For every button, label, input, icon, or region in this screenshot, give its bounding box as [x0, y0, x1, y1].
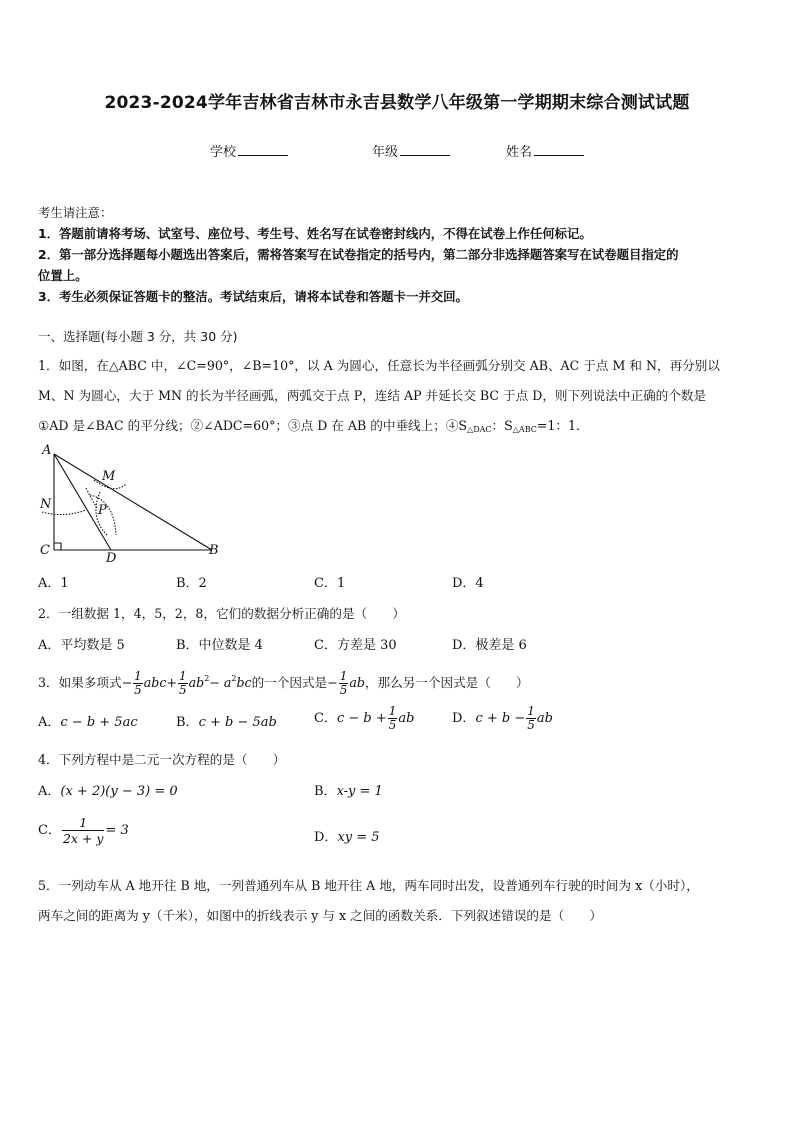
- q2-stem: 2．一组数据 1，4，5，2，8，它们的数据分析正确的是（ ）: [38, 606, 405, 621]
- q4-option-b[interactable]: B．x-y = 1: [314, 784, 383, 799]
- name-label: 姓名: [506, 145, 533, 160]
- notice-item: 2．第一部分选择题每小题选出答案后，需将答案写在试卷指定的括号内，第二部分非选择题答案写在试卷题目指定的: [38, 247, 679, 262]
- q4-option-c[interactable]: C． $\frac{1}{2x + y}$ = 3: [38, 815, 129, 846]
- notice-heading: 考生请注意：: [38, 205, 113, 220]
- q1-line1: 1．如图，在△ABC 中，∠C=90°，∠B=10°，以 A 为圆心，任意长为半径画弧分别交 AB、AC 于点 M 和 N，再分别以: [38, 358, 720, 373]
- label-M: M: [102, 469, 116, 484]
- q3-option-a[interactable]: A．c − b + 5ac: [38, 715, 138, 730]
- label-A: A: [42, 443, 52, 458]
- grade-blank: [400, 143, 450, 156]
- notice-item: 位置上。: [38, 268, 88, 283]
- q5-line2: 两车之间的距离为 y（千米），如图中的折线表示 y 与 x 之间的函数关系．下列叙述错误的是（ ）: [38, 908, 602, 923]
- grade-field: [372, 141, 450, 160]
- page-title: 2023-2024学年吉林省吉林市永吉县数学八年级第一学期期末综合测试试题: [104, 93, 690, 113]
- school-field: [210, 141, 288, 160]
- school-blank: [238, 143, 288, 156]
- label-P: P: [98, 503, 107, 518]
- label-B: B: [209, 543, 219, 558]
- q3-option-c[interactable]: C．c − b + $\frac{1}{5}$ ab: [314, 704, 415, 732]
- notice-item: 1．答题前请将考场、试室号、座位号、考生号、姓名写在试卷密封线内，不得在试卷上作任何标记。: [38, 226, 592, 241]
- q4-stem: 4．下列方程中是二元一次方程的是（ ）: [38, 752, 286, 767]
- name-field: [506, 141, 584, 160]
- grade-label: 年级: [372, 145, 399, 160]
- school-label: 学校: [210, 145, 237, 160]
- q1-option-d[interactable]: D．4: [452, 576, 484, 591]
- label-N: N: [40, 497, 52, 512]
- q2-option-c[interactable]: C．方差是 30: [314, 638, 397, 653]
- triangle-figure: [34, 440, 234, 565]
- q5-line1: 5．一列动车从 A 地开往 B 地，一列普通列车从 B 地开往 A 地，两车同时出发，设普通列车行驶的时间为 x（小时），: [38, 878, 699, 893]
- q2-option-a[interactable]: A．平均数是 5: [38, 638, 125, 653]
- q3-option-b[interactable]: B．c + b − 5ab: [176, 715, 277, 730]
- q3-option-d[interactable]: D．c + b − $\frac{1}{5}$ ab: [452, 704, 553, 732]
- notice-item: 3．考生必须保证答题卡的整洁。考试结束后，请将本试卷和答题卡一并交回。: [38, 289, 468, 304]
- q1-option-a[interactable]: A．1: [38, 576, 69, 591]
- label-C: C: [40, 543, 50, 558]
- q3-stem: 3．如果多项式− $\frac{1}{5}$ abc+ $\frac{1}{5}$ $ab^2- a^2bc$的一个因式是− $\frac{1}{5}$ ab，那么另一个因式是（ ）: [38, 669, 529, 697]
- q4-option-d[interactable]: D．xy = 5: [314, 830, 380, 845]
- q1-line3: ①AD 是∠BAC 的平分线；②∠ADC=60°；③点 D 在 AB 的中垂线上；$④S_{\triangle DAC}$：$S_{\triangle ABC}=1$：1．: [38, 418, 589, 434]
- q1-line2: M、N 为圆心，大于 MN 的长为半径画弧，两弧交于点 P，连结 AP 并延长交 BC 于点 D，则下列说法中正确的个数是: [38, 388, 707, 403]
- q2-option-d[interactable]: D．极差是 6: [452, 638, 527, 653]
- q2-option-b[interactable]: B．中位数是 4: [176, 638, 263, 653]
- section-heading: 一、选择题(每小题 3 分，共 30 分): [38, 329, 238, 344]
- label-D: D: [106, 551, 117, 565]
- q1-option-b[interactable]: B．2: [176, 576, 207, 591]
- name-blank: [534, 143, 584, 156]
- q1-option-c[interactable]: C．1: [314, 576, 346, 591]
- q4-option-a[interactable]: A．(x + 2)(y − 3) = 0: [38, 784, 178, 799]
